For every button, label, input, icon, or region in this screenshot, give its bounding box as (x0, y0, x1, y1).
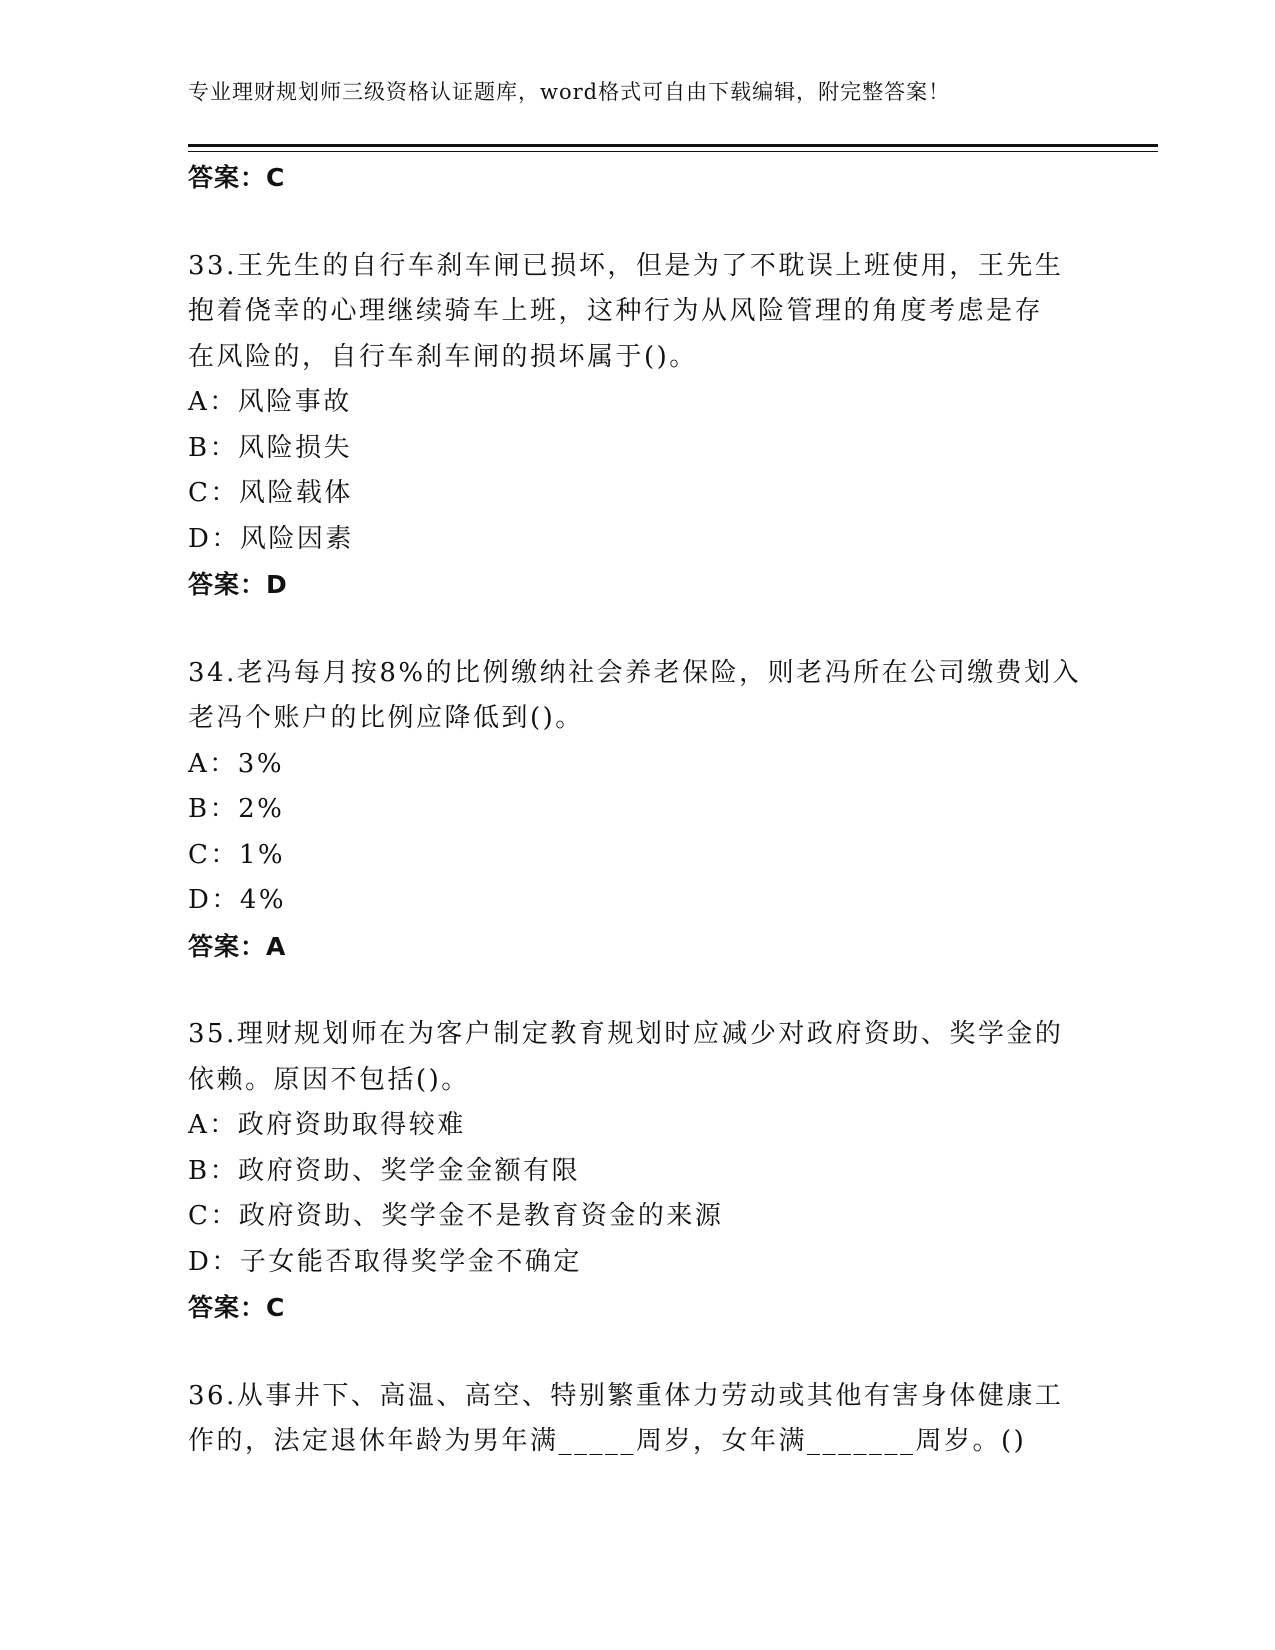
answer-line: 答案：A (188, 931, 287, 961)
header-divider (188, 144, 1158, 152)
option-b: B：2% (188, 794, 285, 824)
question-text: 作的，法定退休年龄为男年满_____周岁，女年满_______周岁。() (188, 1426, 1027, 1456)
answer-line: 答案：D (188, 570, 288, 599)
option-a: A：风险事故 (188, 387, 352, 417)
question-text: 依赖。原因不包括()。 (188, 1064, 470, 1095)
question-36 (188, 1374, 1088, 1465)
option-d: D：子女能否取得奖学金不确定 (188, 1246, 582, 1277)
question-text: 抱着侥幸的心理继续骑车上班，这种行为从风险管理的角度考虑是存 (188, 296, 1044, 326)
document-body (188, 155, 1088, 1465)
question-35 (188, 1012, 1088, 1331)
answer-line: 答案：C (188, 1293, 286, 1322)
option-c: C：政府资助、奖学金不是教育资金的来源 (188, 1201, 724, 1231)
option-a: A：政府资助取得较难 (188, 1110, 466, 1140)
question-text: 33.王先生的自行车刹车闸已损坏，但是为了不耽误上班使用，王先生 (188, 250, 1064, 281)
question-text: 36.从事井下、高温、高空、特别繁重体力劳动或其他有害身体健康工 (188, 1380, 1064, 1411)
question-text: 35.理财规划师在为客户制定教育规划时应减少对政府资助、奖学金的 (188, 1019, 1064, 1049)
option-d: D：风险因素 (188, 523, 354, 554)
question-34 (188, 651, 1088, 970)
option-c: C：风险载体 (188, 478, 353, 508)
option-d: D：4% (188, 885, 287, 915)
option-a: A：3% (188, 748, 285, 779)
option-b: B：风险损失 (188, 432, 353, 463)
question-33 (188, 244, 1088, 608)
option-b: B：政府资助、奖学金金额有限 (188, 1155, 581, 1186)
page-header: 专业理财规划师三级资格认证题库，word格式可自由下载编辑，附完整答案！ (188, 80, 951, 104)
option-c: C：1% (188, 839, 286, 870)
answer-line: 答案：C (188, 163, 286, 192)
question-text: 在风险的，自行车刹车闸的损坏属于()。 (188, 341, 698, 372)
question-text: 老冯个账户的比例应降低到()。 (188, 703, 584, 733)
question-text: 34.老冯每月按8%的比例缴纳社会养老保险，则老冯所在公司缴费划入 (188, 657, 1082, 688)
